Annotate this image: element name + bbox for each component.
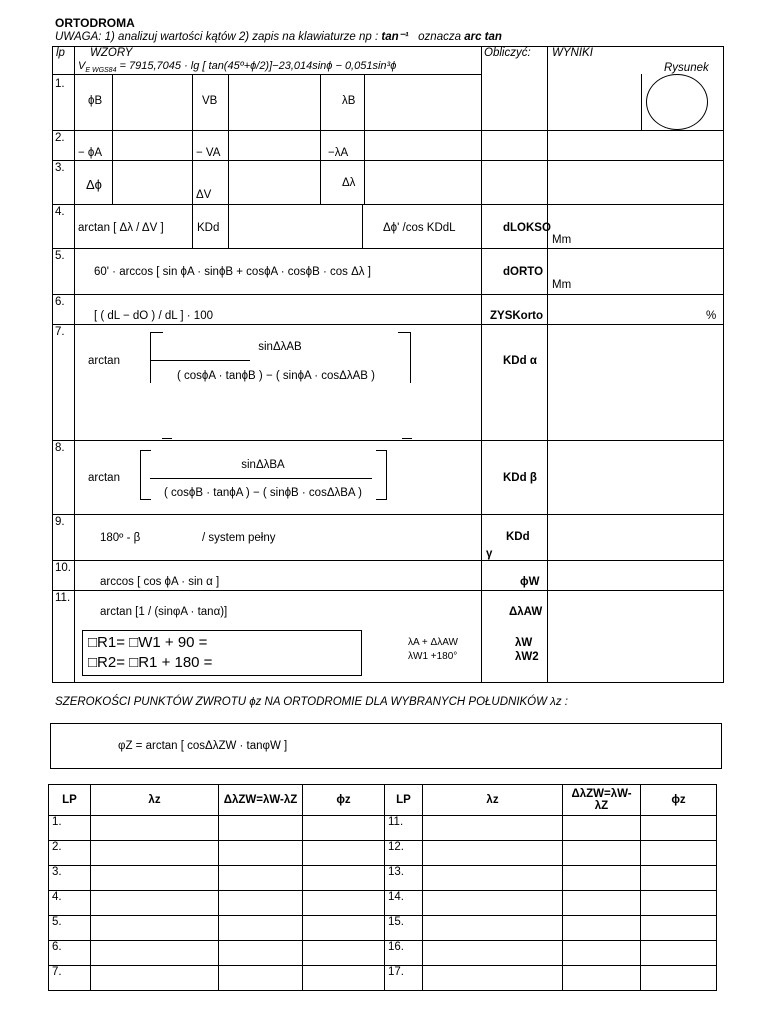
- input-cell[interactable]: [219, 941, 303, 966]
- rysunek-header: Rysunek: [664, 62, 709, 74]
- row3-dlambda: Δλ: [342, 177, 356, 189]
- input-cell[interactable]: [91, 966, 219, 991]
- row8-denominator: ( cosϕB · tanϕA ) − ( sinϕB · cosΔλBA ): [164, 487, 362, 499]
- input-cell[interactable]: [423, 816, 563, 841]
- row7-fn: arctan: [88, 355, 120, 367]
- note-prefix: UWAGA: 1) analizuj wartości kątów 2) zapis na klawiaturze np :: [55, 31, 379, 43]
- row8-number: 8.: [55, 442, 65, 454]
- row11-mid1: λA + ΔλAW: [408, 637, 458, 648]
- row-lp: 4.: [49, 891, 91, 916]
- velocity-formula: [78, 60, 396, 72]
- input-cell[interactable]: [303, 941, 385, 966]
- row8-fn: arctan: [88, 472, 120, 484]
- row6-unit: %: [706, 310, 717, 322]
- col-lambda-z: λz: [91, 785, 219, 816]
- input-cell[interactable]: [641, 966, 717, 991]
- row11-result-label: ΔλAW: [509, 606, 543, 618]
- row2-phi: − ϕA: [78, 147, 103, 159]
- row-lp: 1.: [49, 816, 91, 841]
- row8-numerator: sinΔλBA: [241, 459, 285, 471]
- page-title: ORTODROMA: [55, 16, 135, 30]
- row2-v: − VA: [196, 147, 221, 159]
- input-cell[interactable]: [91, 841, 219, 866]
- input-cell[interactable]: [219, 866, 303, 891]
- row-lp: 3.: [49, 866, 91, 891]
- row-lp: 7.: [49, 966, 91, 991]
- table-row: [49, 816, 717, 841]
- input-cell[interactable]: [423, 866, 563, 891]
- row3-dv: ΔV: [196, 189, 212, 201]
- input-cell[interactable]: [641, 841, 717, 866]
- row4-result-label: dLOKSO: [503, 222, 551, 234]
- row11-box-line1: □R1= □W1 + 90 =: [88, 634, 208, 651]
- input-cell[interactable]: [219, 816, 303, 841]
- row6-result-label: ZYSKorto: [490, 310, 544, 322]
- input-cell[interactable]: [91, 891, 219, 916]
- note-line: [55, 29, 502, 43]
- formula-v: V: [78, 60, 86, 72]
- formula-rest: = 7915,7045 · lg [ tan(45º+ϕ/2)]−23,014sinϕ − 0,051sin³ϕ: [119, 60, 397, 72]
- oblicz-header: Obliczyć:: [484, 47, 531, 59]
- row4-unit: Mm: [552, 234, 572, 246]
- wyniki-header: WYNIKI: [552, 47, 593, 59]
- input-cell[interactable]: [219, 891, 303, 916]
- input-cell[interactable]: [563, 841, 641, 866]
- row-lp: 15.: [385, 916, 423, 941]
- lp-header: lp: [56, 47, 65, 59]
- row-lp: 17.: [385, 966, 423, 991]
- input-cell[interactable]: [641, 891, 717, 916]
- input-cell[interactable]: [303, 966, 385, 991]
- col-lp-2: LP: [385, 785, 423, 816]
- row11-box-line2: □R2= □R1 + 180 =: [88, 654, 213, 671]
- row-lp: 12.: [385, 841, 423, 866]
- phiz-formula: φZ = arctan [ cosΔλZW · tanφW ]: [118, 740, 288, 752]
- row3-number: 3.: [55, 162, 65, 174]
- input-cell[interactable]: [641, 916, 717, 941]
- row9-number: 9.: [55, 516, 65, 528]
- input-cell[interactable]: [303, 841, 385, 866]
- table-row: [49, 916, 717, 941]
- row2-number: 2.: [55, 132, 65, 144]
- input-cell[interactable]: [91, 941, 219, 966]
- row5-unit: Mm: [552, 279, 572, 291]
- section-title: SZEROKOŚCI PUNKTÓW ZWROTU ϕz NA ORTODROMIE DLA WYBRANYCH POŁUDNIKÓW λz :: [55, 696, 568, 708]
- row5-formula: 60' · arccos [ sin ϕA · sinϕB + cosϕA · cosϕB · cos Δλ ]: [94, 266, 371, 278]
- row10-formula: arccos [ cos ϕA · sin α ]: [100, 576, 220, 588]
- row5-result-label: dORTO: [503, 266, 544, 278]
- input-cell[interactable]: [219, 966, 303, 991]
- row-lp: 11.: [385, 816, 423, 841]
- input-cell[interactable]: [303, 866, 385, 891]
- input-cell[interactable]: [641, 816, 717, 841]
- input-cell[interactable]: [563, 891, 641, 916]
- input-cell[interactable]: [641, 866, 717, 891]
- input-cell[interactable]: [563, 816, 641, 841]
- phiz-table: [48, 784, 717, 991]
- row8-result-label: KDd β: [503, 472, 537, 484]
- note-arctan: arc tan: [464, 31, 502, 43]
- row-lp: 13.: [385, 866, 423, 891]
- row3-dphi: Δϕ: [86, 177, 102, 192]
- input-cell[interactable]: [91, 816, 219, 841]
- row1-number: 1.: [55, 78, 65, 90]
- col-lambda-z-2: λz: [423, 785, 563, 816]
- row10-number: 10.: [55, 562, 71, 574]
- col-dlambda: ΔλZW=λW-λZ: [219, 785, 303, 816]
- table-row: [49, 841, 717, 866]
- row9-formula: 180º - β: [100, 532, 141, 544]
- row5-number: 5.: [55, 250, 65, 262]
- col-phi-z: ϕz: [303, 785, 385, 816]
- input-cell[interactable]: [423, 941, 563, 966]
- row6-formula: [ ( dL − dO ) / dL ] · 100: [94, 310, 213, 322]
- table-row: [49, 866, 717, 891]
- row11-number: 11.: [55, 592, 71, 604]
- row-lp: 14.: [385, 891, 423, 916]
- globe-circle-icon: [646, 74, 708, 130]
- row2-lambda: −λA: [328, 147, 349, 159]
- table-row: [49, 891, 717, 916]
- input-cell[interactable]: [303, 816, 385, 841]
- wzory-header: WZORY: [90, 47, 133, 59]
- input-cell[interactable]: [423, 916, 563, 941]
- col-dlambda-2: ΔλZW=λW-λZ: [563, 785, 641, 816]
- row8-bracket-right: [376, 450, 387, 500]
- formula-sub: E WGS84: [85, 67, 117, 74]
- row10-result-label: ϕW: [520, 576, 540, 588]
- input-cell[interactable]: [91, 916, 219, 941]
- input-cell[interactable]: [563, 966, 641, 991]
- row-lp: 16.: [385, 941, 423, 966]
- row11-result-lw: λW: [515, 637, 533, 649]
- note-tan: tan⁻¹: [381, 31, 409, 43]
- input-cell[interactable]: [641, 941, 717, 966]
- row1-phi: ϕB: [88, 95, 103, 107]
- input-cell[interactable]: [219, 916, 303, 941]
- row4-number: 4.: [55, 206, 65, 218]
- row11-formula: arctan [1 / (sinφA · tanα)]: [100, 606, 228, 618]
- row7-numerator: sinΔλAB: [258, 341, 302, 353]
- note-mid: oznacza: [418, 31, 461, 43]
- input-cell[interactable]: [91, 866, 219, 891]
- row4-kdd: KDd: [197, 222, 220, 234]
- row9-system: / system pełny: [202, 532, 276, 544]
- input-cell[interactable]: [219, 841, 303, 866]
- input-cell[interactable]: [303, 916, 385, 941]
- row7-number: 7.: [55, 326, 65, 338]
- col-phi-z-2: ϕz: [641, 785, 717, 816]
- input-cell[interactable]: [423, 841, 563, 866]
- row4-formula: arctan [ Δλ / ΔV ]: [78, 222, 164, 234]
- row11-result-lw2: λW2: [515, 651, 539, 663]
- table-header-row: [49, 785, 717, 816]
- row1-lambda: λB: [342, 95, 356, 107]
- row9-result-label: KDd: [506, 531, 530, 543]
- row7-result-label: KDd α: [503, 355, 537, 367]
- row11-mid2: λW1 +180°: [408, 651, 458, 662]
- table-row: [49, 941, 717, 966]
- row-lp: 6.: [49, 941, 91, 966]
- col-lp: LP: [49, 785, 91, 816]
- row-lp: 5.: [49, 916, 91, 941]
- row9-result-gamma: γ: [486, 548, 493, 560]
- row6-number: 6.: [55, 296, 65, 308]
- input-cell[interactable]: [563, 916, 641, 941]
- row1-v: VB: [202, 95, 218, 107]
- row7-denominator: ( cosϕA · tanϕB ) − ( sinϕA · cosΔλAB ): [177, 370, 375, 382]
- input-cell[interactable]: [303, 891, 385, 916]
- input-cell[interactable]: [563, 866, 641, 891]
- input-cell[interactable]: [423, 891, 563, 916]
- row-lp: 2.: [49, 841, 91, 866]
- input-cell[interactable]: [563, 941, 641, 966]
- row4-dphi-cos: Δϕ' /cos KDdL: [383, 222, 456, 234]
- table-row: [49, 966, 717, 991]
- input-cell[interactable]: [423, 966, 563, 991]
